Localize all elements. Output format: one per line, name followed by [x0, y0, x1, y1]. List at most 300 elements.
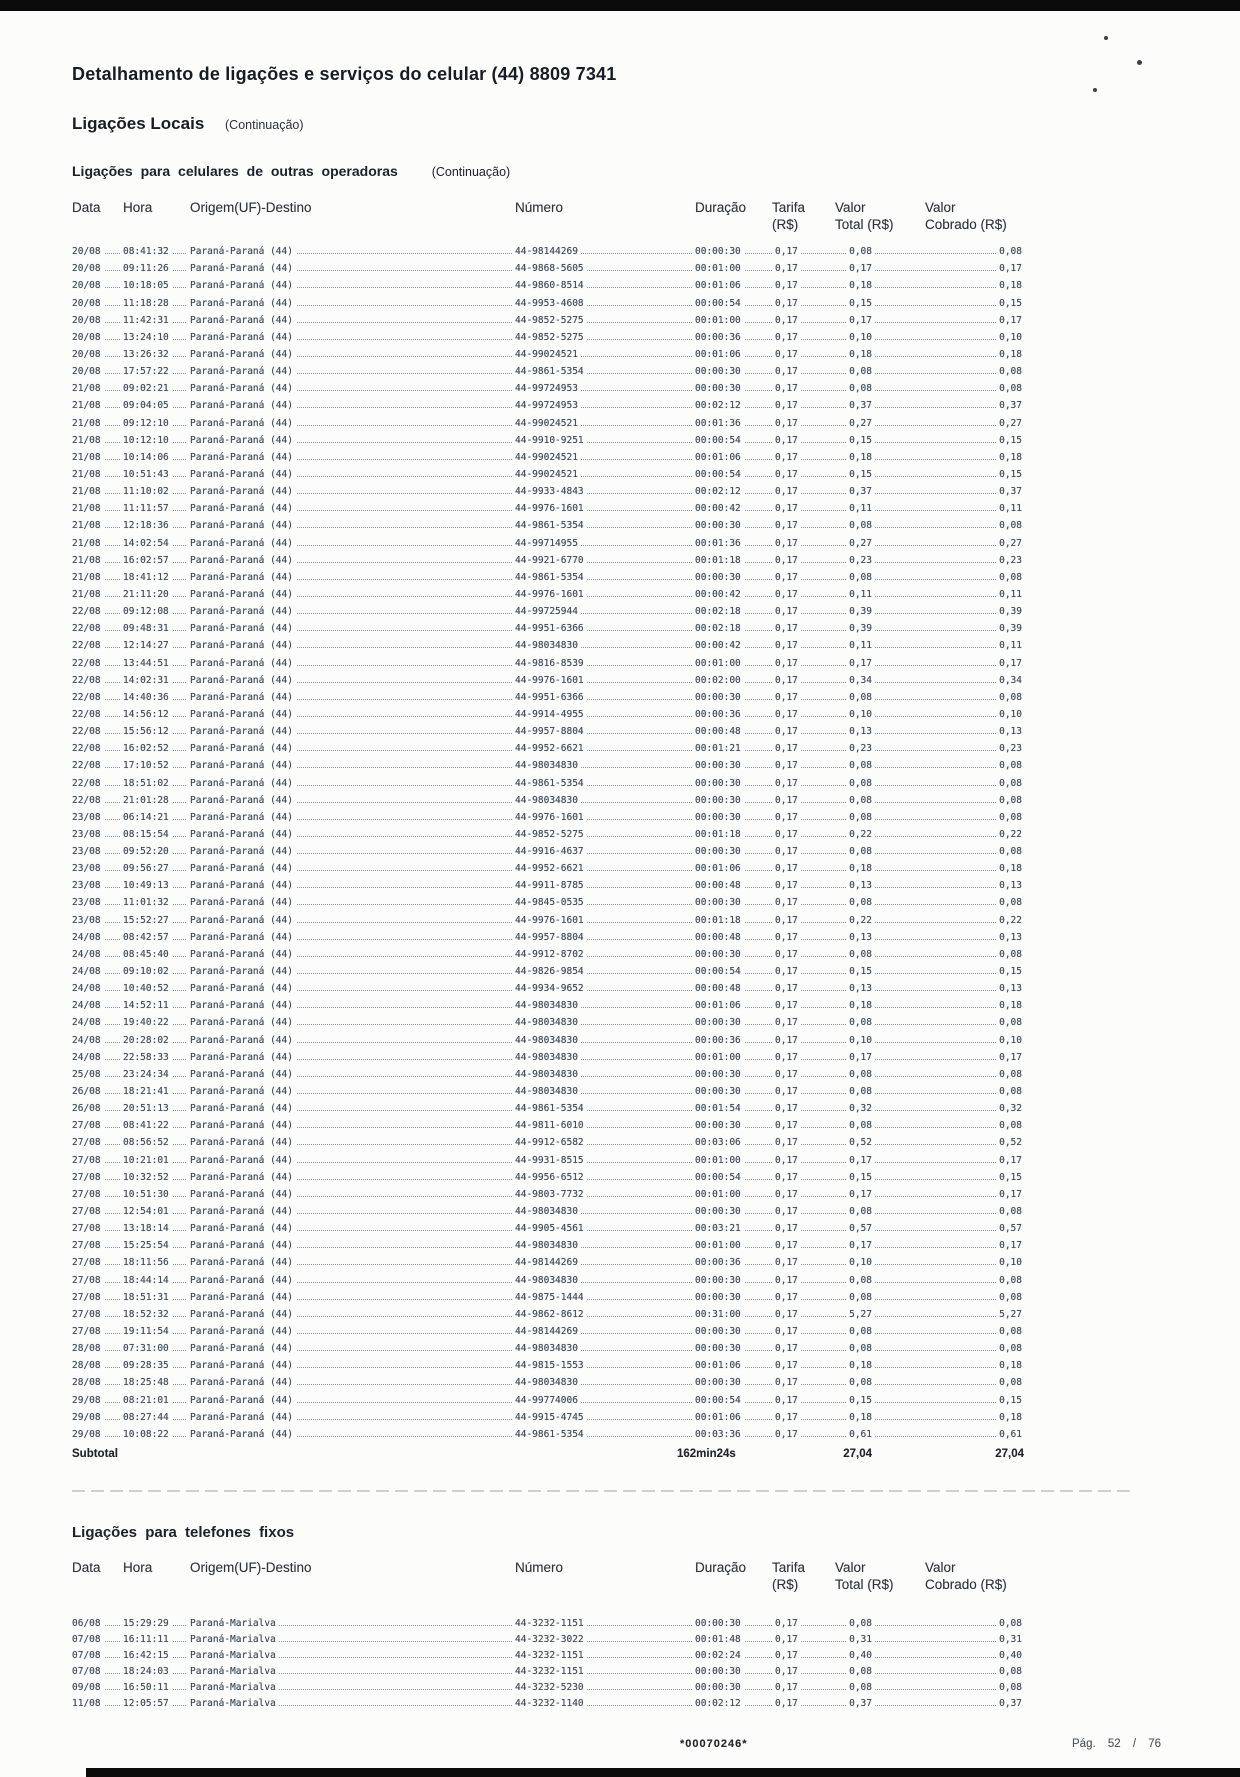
cell-tarifa: 0,17 [772, 640, 801, 651]
cell-numero: 44-98034830 [512, 1275, 581, 1286]
cell-duracao: 00:00:30 [692, 812, 744, 823]
cell-origem-destino: Paraná-Paraná (44) [187, 1189, 296, 1200]
cell-origem-destino: Paraná-Paraná (44) [187, 1412, 296, 1423]
cell-duracao: 00:00:42 [692, 503, 744, 514]
cell-duracao: 00:00:30 [692, 1275, 744, 1286]
cell-origem-destino: Paraná-Marialva [187, 1650, 279, 1661]
cell-numero: 44-98034830 [512, 1206, 581, 1217]
table-row [72, 361, 1022, 378]
cell-valor-cobrado: 0,08 [996, 846, 1025, 857]
cell-tarifa: 0,17 [772, 280, 801, 291]
cell-data: 22/08 [69, 658, 104, 669]
cell-duracao: 00:00:30 [692, 897, 744, 908]
cell-data: 22/08 [69, 675, 104, 686]
cell-numero: 44-9911-8785 [512, 880, 587, 891]
cell-data: 20/08 [69, 315, 104, 326]
column-header-valor-total: Valor [835, 200, 866, 215]
cell-data: 24/08 [69, 932, 104, 943]
table-row [72, 738, 1022, 755]
cell-data: 20/08 [69, 263, 104, 274]
cell-valor-cobrado: 0,08 [996, 778, 1025, 789]
cell-duracao: 00:03:06 [692, 1137, 744, 1148]
cell-valor-cobrado: 0,23 [996, 743, 1025, 754]
cell-origem-destino: Paraná-Paraná (44) [187, 1309, 296, 1320]
cell-numero: 44-9976-1601 [512, 503, 587, 514]
scan-speck [1137, 60, 1142, 65]
cell-valor-cobrado: 0,17 [996, 315, 1025, 326]
cell-valor-total: 0,10 [846, 1257, 875, 1268]
cell-origem-destino: Paraná-Paraná (44) [187, 726, 296, 737]
cell-hora: 10:49:13 [120, 880, 172, 891]
cell-data: 27/08 [69, 1189, 104, 1200]
table-row [72, 1424, 1022, 1441]
cell-valor-cobrado: 0,08 [996, 1206, 1025, 1217]
cell-numero: 44-3232-1151 [512, 1650, 587, 1661]
cell-tarifa: 0,17 [772, 966, 801, 977]
table-row [72, 532, 1022, 549]
cell-duracao: 00:01:00 [692, 658, 744, 669]
cell-hora: 10:14:06 [120, 452, 172, 463]
cell-duracao: 00:01:36 [692, 538, 744, 549]
table-row [72, 1269, 1022, 1286]
table-row [72, 241, 1022, 258]
cell-valor-total: 0,08 [846, 812, 875, 823]
scan-edge-bottom [86, 1768, 1240, 1777]
cell-numero: 44-98034830 [512, 760, 581, 771]
table-row [72, 961, 1022, 978]
cell-duracao: 00:01:06 [692, 1000, 744, 1011]
cell-numero: 44-99024521 [512, 452, 581, 463]
cell-hora: 19:11:54 [120, 1326, 172, 1337]
cell-valor-total: 5,27 [846, 1309, 875, 1320]
cell-valor-cobrado: 0,34 [996, 675, 1025, 686]
cell-hora: 18:21:41 [120, 1086, 172, 1097]
cell-hora: 15:56:12 [120, 726, 172, 737]
cell-duracao: 00:02:18 [692, 623, 744, 634]
cell-origem-destino: Paraná-Paraná (44) [187, 486, 296, 497]
cell-valor-total: 0,13 [846, 726, 875, 737]
cell-valor-total: 0,13 [846, 983, 875, 994]
table-row [72, 772, 1022, 789]
cell-duracao: 00:01:48 [692, 1634, 744, 1645]
cell-hora: 12:54:01 [120, 1206, 172, 1217]
cell-hora: 06:14:21 [120, 812, 172, 823]
cell-hora: 09:11:26 [120, 263, 172, 274]
cell-tarifa: 0,17 [772, 1206, 801, 1217]
cell-valor-cobrado: 0,08 [996, 572, 1025, 583]
cell-valor-cobrado: 0,18 [996, 349, 1025, 360]
cell-valor-cobrado: 0,08 [996, 949, 1025, 960]
table-row [72, 635, 1022, 652]
cell-hora: 16:11:11 [120, 1634, 172, 1645]
cell-hora: 14:52:11 [120, 1000, 172, 1011]
cell-data: 21/08 [69, 555, 104, 566]
cell-valor-total: 0,10 [846, 709, 875, 720]
cell-duracao: 00:00:36 [692, 1257, 744, 1268]
cell-tarifa: 0,17 [772, 538, 801, 549]
cell-tarifa: 0,17 [772, 778, 801, 789]
cell-valor-total: 0,08 [846, 572, 875, 583]
cell-origem-destino: Paraná-Paraná (44) [187, 1206, 296, 1217]
cell-duracao: 00:00:30 [692, 1682, 744, 1693]
cell-valor-total: 0,08 [846, 760, 875, 771]
cell-valor-cobrado: 0,10 [996, 1257, 1025, 1268]
cell-hora: 10:12:10 [120, 435, 172, 446]
cell-numero: 44-9914-4955 [512, 709, 587, 720]
cell-data: 27/08 [69, 1120, 104, 1131]
cell-origem-destino: Paraná-Paraná (44) [187, 246, 296, 257]
cell-duracao: 00:02:18 [692, 606, 744, 617]
cell-hora: 09:48:31 [120, 623, 172, 634]
cell-valor-cobrado: 0,39 [996, 623, 1025, 634]
cell-valor-total: 0,18 [846, 1000, 875, 1011]
cell-duracao: 00:01:18 [692, 555, 744, 566]
table-row [72, 1012, 1022, 1029]
table-row [72, 258, 1022, 275]
page-title: Detalhamento de ligações e serviços do celular (44) 8809 7341 [72, 64, 617, 84]
table-row [72, 927, 1022, 944]
cell-data: 28/08 [69, 1343, 104, 1354]
table-header-celulares [72, 200, 1022, 238]
table-row [72, 567, 1022, 584]
cell-hora: 20:51:13 [120, 1103, 172, 1114]
cell-valor-cobrado: 0,11 [996, 503, 1025, 514]
cell-numero: 44-9861-5354 [512, 778, 587, 789]
cell-data: 27/08 [69, 1206, 104, 1217]
cell-hora: 09:02:21 [120, 383, 172, 394]
table-title-fixos: Ligações para telefones fixos [72, 1524, 295, 1541]
cell-valor-cobrado: 0,37 [996, 1698, 1025, 1709]
column-header-tarifa: Tarifa [772, 200, 806, 215]
cell-numero: 44-9815-1553 [512, 1360, 587, 1371]
cell-data: 27/08 [69, 1155, 104, 1166]
table-row [72, 1321, 1022, 1338]
cell-numero: 44-9852-5275 [512, 829, 587, 840]
cell-origem-destino: Paraná-Paraná (44) [187, 589, 296, 600]
cell-data: 29/08 [69, 1412, 104, 1423]
cell-valor-total: 0,27 [846, 538, 875, 549]
cell-hora: 18:24:03 [120, 1666, 172, 1677]
cell-duracao: 00:01:06 [692, 349, 744, 360]
cell-origem-destino: Paraná-Paraná (44) [187, 1257, 296, 1268]
table-row [72, 601, 1022, 618]
cell-origem-destino: Paraná-Paraná (44) [187, 1395, 296, 1406]
cell-data: 25/08 [69, 1069, 104, 1080]
cell-hora: 18:52:32 [120, 1309, 172, 1320]
cell-valor-total: 0,31 [846, 1634, 875, 1645]
cell-hora: 14:02:54 [120, 538, 172, 549]
cell-numero: 44-98144269 [512, 1257, 581, 1268]
table-row [72, 395, 1022, 412]
cell-valor-total: 0,18 [846, 1360, 875, 1371]
cell-tarifa: 0,17 [772, 1634, 801, 1645]
cell-numero: 44-9852-5275 [512, 332, 587, 343]
table-row [72, 858, 1022, 875]
cell-duracao: 00:00:30 [692, 366, 744, 377]
cell-valor-cobrado: 0,27 [996, 538, 1025, 549]
cell-tarifa: 0,17 [772, 1223, 801, 1234]
cell-tarifa: 0,17 [772, 658, 801, 669]
cell-hora: 11:10:02 [120, 486, 172, 497]
cell-valor-total: 0,10 [846, 1035, 875, 1046]
cell-tarifa: 0,17 [772, 795, 801, 806]
cell-tarifa: 0,17 [772, 880, 801, 891]
table-title-text: Ligações para celulares de outras operadoras [72, 163, 398, 179]
cell-origem-destino: Paraná-Paraná (44) [187, 520, 296, 531]
cell-valor-total: 0,08 [846, 1292, 875, 1303]
table-row [72, 1081, 1022, 1098]
cell-numero: 44-9953-4608 [512, 298, 587, 309]
cell-valor-total: 0,08 [846, 1069, 875, 1080]
cell-valor-total: 0,37 [846, 486, 875, 497]
cell-origem-destino: Paraná-Paraná (44) [187, 1223, 296, 1234]
cell-valor-cobrado: 0,18 [996, 863, 1025, 874]
cell-tarifa: 0,17 [772, 675, 801, 686]
cell-origem-destino: Paraná-Paraná (44) [187, 452, 296, 463]
cell-valor-total: 0,32 [846, 1103, 875, 1114]
cell-data: 27/08 [69, 1223, 104, 1234]
cell-valor-cobrado: 0,08 [996, 1275, 1025, 1286]
cell-numero: 44-9933-4843 [512, 486, 587, 497]
cell-tarifa: 0,17 [772, 915, 801, 926]
cell-valor-cobrado: 0,15 [996, 966, 1025, 977]
cell-numero: 44-3232-1151 [512, 1618, 587, 1629]
subtotal-duracao: 162min24s [677, 1448, 736, 1460]
table-row [72, 790, 1022, 807]
page-total: 76 [1148, 1738, 1162, 1750]
table-row [72, 1389, 1022, 1406]
cell-valor-total: 0,08 [846, 795, 875, 806]
cell-tarifa: 0,17 [772, 486, 801, 497]
cell-numero: 44-99714955 [512, 538, 581, 549]
cell-hora: 10:21:01 [120, 1155, 172, 1166]
cell-valor-cobrado: 0,11 [996, 640, 1025, 651]
cell-origem-destino: Paraná-Marialva [187, 1618, 279, 1629]
cell-data: 07/08 [69, 1634, 104, 1645]
cell-data: 27/08 [69, 1292, 104, 1303]
cell-tarifa: 0,17 [772, 315, 801, 326]
cell-numero: 44-3232-5230 [512, 1682, 587, 1693]
cell-valor-total: 0,15 [846, 966, 875, 977]
cell-tarifa: 0,17 [772, 520, 801, 531]
cell-tarifa: 0,17 [772, 709, 801, 720]
cell-valor-cobrado: 0,31 [996, 1634, 1025, 1645]
cell-valor-total: 0,08 [846, 1666, 875, 1677]
cell-data: 24/08 [69, 1052, 104, 1063]
cell-valor-total: 0,18 [846, 349, 875, 360]
cell-tarifa: 0,17 [772, 829, 801, 840]
cell-data: 28/08 [69, 1377, 104, 1388]
section-continuation-label: (Continuação) [225, 118, 304, 132]
cell-numero: 44-9912-8702 [512, 949, 587, 960]
table-row [72, 652, 1022, 669]
cell-valor-cobrado: 0,15 [996, 298, 1025, 309]
cell-origem-destino: Paraná-Paraná (44) [187, 932, 296, 943]
cell-valor-cobrado: 0,08 [996, 1292, 1025, 1303]
cell-hora: 15:52:27 [120, 915, 172, 926]
cell-valor-total: 0,23 [846, 555, 875, 566]
cell-tarifa: 0,17 [772, 692, 801, 703]
cell-data: 23/08 [69, 863, 104, 874]
page-number: 52 [1107, 1738, 1121, 1750]
cell-data: 21/08 [69, 469, 104, 480]
cell-numero: 44-98034830 [512, 795, 581, 806]
cell-tarifa: 0,17 [772, 812, 801, 823]
cell-valor-cobrado: 0,10 [996, 709, 1025, 720]
table-row [72, 430, 1022, 447]
column-header-valor-total-unit: Total (R$) [835, 217, 894, 232]
cell-origem-destino: Paraná-Paraná (44) [187, 572, 296, 583]
cell-tarifa: 0,17 [772, 503, 801, 514]
cell-duracao: 00:01:06 [692, 1360, 744, 1371]
cell-valor-total: 0,08 [846, 1120, 875, 1131]
cell-data: 26/08 [69, 1086, 104, 1097]
cell-valor-total: 0,08 [846, 383, 875, 394]
cell-valor-total: 0,08 [846, 1682, 875, 1693]
cell-duracao: 00:01:06 [692, 452, 744, 463]
cell-valor-cobrado: 0,08 [996, 1069, 1025, 1080]
cell-tarifa: 0,17 [772, 1172, 801, 1183]
cell-valor-total: 0,08 [846, 1326, 875, 1337]
cell-duracao: 00:03:21 [692, 1223, 744, 1234]
cell-tarifa: 0,17 [772, 246, 801, 257]
table-row [72, 498, 1022, 515]
column-header-tarifa-unit: (R$) [772, 1577, 799, 1592]
cell-valor-cobrado: 0,08 [996, 1017, 1025, 1028]
cell-origem-destino: Paraná-Paraná (44) [187, 983, 296, 994]
table-row [72, 515, 1022, 532]
cell-origem-destino: Paraná-Paraná (44) [187, 418, 296, 429]
cell-hora: 18:44:14 [120, 1275, 172, 1286]
cell-tarifa: 0,17 [772, 1618, 801, 1629]
subtotal-valor-cobrado: 27,04 [995, 1448, 1024, 1460]
cell-valor-cobrado: 0,15 [996, 435, 1025, 446]
cell-duracao: 00:01:00 [692, 1240, 744, 1251]
cell-duracao: 00:00:30 [692, 1326, 744, 1337]
cell-data: 09/08 [69, 1682, 104, 1693]
scan-edge-top [0, 0, 1240, 11]
cell-data: 22/08 [69, 709, 104, 720]
cell-duracao: 00:00:30 [692, 778, 744, 789]
cell-origem-destino: Paraná-Paraná (44) [187, 915, 296, 926]
cell-data: 22/08 [69, 743, 104, 754]
cell-origem-destino: Paraná-Paraná (44) [187, 400, 296, 411]
column-header-valor-cobrado-unit: Cobrado (R$) [925, 217, 1007, 232]
cell-numero: 44-98034830 [512, 1377, 581, 1388]
cell-data: 21/08 [69, 520, 104, 531]
table-row [72, 721, 1022, 738]
cell-valor-total: 0,08 [846, 1618, 875, 1629]
cell-valor-cobrado: 5,27 [996, 1309, 1025, 1320]
cell-data: 21/08 [69, 486, 104, 497]
cell-hora: 18:41:12 [120, 572, 172, 583]
cell-origem-destino: Paraná-Paraná (44) [187, 658, 296, 669]
cell-data: 21/08 [69, 383, 104, 394]
cell-valor-cobrado: 0,08 [996, 760, 1025, 771]
cell-numero: 44-99725944 [512, 606, 581, 617]
cell-numero: 44-9934-9652 [512, 983, 587, 994]
cell-valor-cobrado: 0,08 [996, 246, 1025, 257]
cell-duracao: 00:02:00 [692, 675, 744, 686]
table-row [72, 378, 1022, 395]
cell-valor-total: 0,37 [846, 400, 875, 411]
cell-data: 07/08 [69, 1650, 104, 1661]
table-row [72, 1678, 1022, 1694]
cell-numero: 44-9910-9251 [512, 435, 587, 446]
cell-valor-total: 0,40 [846, 1650, 875, 1661]
cell-valor-cobrado: 0,17 [996, 658, 1025, 669]
cell-numero: 44-98144269 [512, 246, 581, 257]
cell-valor-total: 0,08 [846, 520, 875, 531]
cell-numero: 44-98144269 [512, 1326, 581, 1337]
cell-numero: 44-9875-1444 [512, 1292, 587, 1303]
cell-tarifa: 0,17 [772, 1086, 801, 1097]
cell-hora: 14:40:36 [120, 692, 172, 703]
cell-hora: 09:52:20 [120, 846, 172, 857]
cell-valor-cobrado: 0,17 [996, 263, 1025, 274]
cell-hora: 09:12:08 [120, 606, 172, 617]
table-row [72, 995, 1022, 1012]
cell-origem-destino: Paraná-Marialva [187, 1682, 279, 1693]
table-row [72, 1235, 1022, 1252]
cell-origem-destino: Paraná-Paraná (44) [187, 675, 296, 686]
page-indicator [1072, 1738, 1170, 1750]
scan-speck [1093, 88, 1097, 92]
cell-hora: 12:05:57 [120, 1698, 172, 1709]
cell-numero: 44-9915-4745 [512, 1412, 587, 1423]
cell-duracao: 00:01:54 [692, 1103, 744, 1114]
cell-hora: 10:51:43 [120, 469, 172, 480]
cell-valor-cobrado: 0,52 [996, 1137, 1025, 1148]
cell-data: 27/08 [69, 1172, 104, 1183]
cell-numero: 44-98034830 [512, 1035, 581, 1046]
cell-duracao: 00:00:30 [692, 1017, 744, 1028]
cell-numero: 44-9956-6512 [512, 1172, 587, 1183]
table-row [72, 1646, 1022, 1662]
column-header-hora: Hora [123, 1560, 153, 1575]
table-row [72, 447, 1022, 464]
cell-origem-destino: Paraná-Paraná (44) [187, 692, 296, 703]
cell-hora: 08:45:40 [120, 949, 172, 960]
cell-duracao: 00:01:18 [692, 915, 744, 926]
table-row [72, 1167, 1022, 1184]
cell-tarifa: 0,17 [772, 589, 801, 600]
cell-hora: 10:08:22 [120, 1429, 172, 1440]
cell-numero: 44-99774006 [512, 1395, 581, 1406]
cell-data: 26/08 [69, 1103, 104, 1114]
cell-hora: 12:18:36 [120, 520, 172, 531]
cell-hora: 07:31:00 [120, 1343, 172, 1354]
cell-tarifa: 0,17 [772, 332, 801, 343]
cell-data: 24/08 [69, 949, 104, 960]
cell-tarifa: 0,17 [772, 349, 801, 360]
table-body-celulares [72, 241, 1022, 1441]
cell-origem-destino: Paraná-Paraná (44) [187, 1017, 296, 1028]
cell-numero: 44-99024521 [512, 418, 581, 429]
cell-tarifa: 0,17 [772, 1240, 801, 1251]
table-row [72, 670, 1022, 687]
cell-origem-destino: Paraná-Paraná (44) [187, 280, 296, 291]
cell-origem-destino: Paraná-Paraná (44) [187, 1086, 296, 1097]
cell-valor-total: 0,08 [846, 778, 875, 789]
cell-tarifa: 0,17 [772, 469, 801, 480]
cell-data: 29/08 [69, 1429, 104, 1440]
cell-valor-cobrado: 0,13 [996, 726, 1025, 737]
cell-tarifa: 0,17 [772, 572, 801, 583]
cell-hora: 11:01:32 [120, 897, 172, 908]
cell-tarifa: 0,17 [772, 1035, 801, 1046]
cell-origem-destino: Paraná-Paraná (44) [187, 863, 296, 874]
